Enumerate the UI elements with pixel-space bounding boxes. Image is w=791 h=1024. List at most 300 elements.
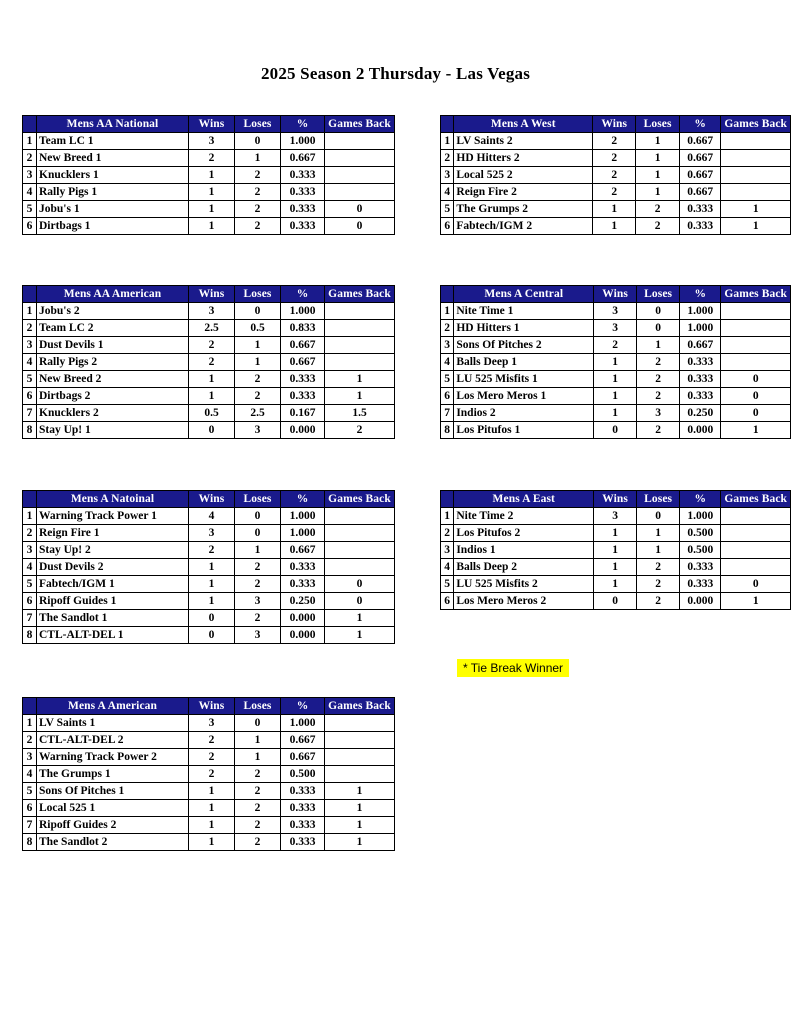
- row-rank: 3: [441, 542, 454, 559]
- row-loses: 2: [235, 783, 281, 800]
- row-games-back: 1: [325, 783, 395, 800]
- table-row: [441, 201, 791, 218]
- row-loses: 1: [235, 150, 281, 167]
- row-pct: 0.000: [680, 593, 721, 610]
- row-loses: 1: [636, 184, 680, 201]
- table-row: [441, 508, 791, 525]
- row-games-back: 0: [325, 201, 395, 218]
- row-pct: 0.333: [679, 201, 721, 218]
- row-wins: 2: [594, 337, 637, 354]
- row-loses: 2: [235, 834, 281, 851]
- row-loses: 1: [636, 133, 680, 150]
- table-row: [23, 559, 395, 576]
- table-row: [23, 422, 395, 439]
- header-games-back: Games Back: [721, 286, 791, 303]
- row-pct: 0.667: [679, 184, 721, 201]
- row-loses: 2: [235, 218, 281, 235]
- row-games-back: [721, 150, 791, 167]
- row-rank: 1: [23, 715, 37, 732]
- row-wins: 2: [593, 167, 636, 184]
- table-row: [441, 525, 791, 542]
- table-row: [23, 201, 395, 218]
- table-row: [23, 508, 395, 525]
- table-row: [441, 354, 791, 371]
- row-team: The Sandlot 1: [37, 610, 189, 627]
- row-pct: 0.333: [680, 388, 721, 405]
- row-loses: 0.5: [235, 320, 281, 337]
- row-team: Los Pitufos 1: [454, 422, 594, 439]
- row-pct: 0.667: [281, 337, 325, 354]
- row-loses: 0: [637, 320, 680, 337]
- row-team: Los Pitufos 2: [454, 525, 594, 542]
- row-rank: 1: [23, 508, 37, 525]
- row-pct: 0.333: [281, 218, 325, 235]
- row-loses: 0: [235, 508, 281, 525]
- header-: %: [680, 491, 721, 508]
- row-wins: 1: [189, 817, 235, 834]
- row-games-back: 0: [721, 405, 791, 422]
- row-rank: 6: [23, 218, 37, 235]
- row-pct: 1.000: [680, 508, 721, 525]
- header-loses: Loses: [235, 116, 281, 133]
- table-row: [23, 150, 395, 167]
- row-loses: 3: [235, 627, 281, 644]
- row-wins: 1: [594, 542, 637, 559]
- header-rank: [23, 116, 37, 133]
- row-loses: 1: [636, 167, 680, 184]
- row-team: Local 525 1: [37, 800, 189, 817]
- row-rank: 3: [23, 167, 37, 184]
- row-team: Nite Time 2: [454, 508, 594, 525]
- row-pct: 0.667: [281, 354, 325, 371]
- row-games-back: [325, 150, 395, 167]
- row-team: New Breed 1: [37, 150, 189, 167]
- table-row: [23, 320, 395, 337]
- table-row: [441, 559, 791, 576]
- row-loses: 1: [235, 542, 281, 559]
- row-games-back: 1: [325, 627, 395, 644]
- row-rank: 6: [441, 593, 454, 610]
- division-title: Mens AA American: [37, 286, 189, 303]
- row-pct: 0.333: [281, 388, 325, 405]
- row-wins: 2: [189, 150, 235, 167]
- table-row: [441, 303, 791, 320]
- table-header-row: [23, 116, 395, 133]
- row-team: Balls Deep 2: [454, 559, 594, 576]
- row-rank: 1: [23, 303, 37, 320]
- row-loses: 2: [235, 610, 281, 627]
- row-team: CTL-ALT-DEL 1: [37, 627, 189, 644]
- header-: %: [281, 491, 325, 508]
- division-title: Mens A Natoinal: [37, 491, 189, 508]
- row-loses: 2: [637, 559, 680, 576]
- row-rank: 7: [23, 610, 37, 627]
- row-wins: 1: [189, 593, 235, 610]
- row-loses: 0: [637, 303, 680, 320]
- division-title: Mens A East: [454, 491, 594, 508]
- row-rank: 5: [23, 201, 37, 218]
- standings-table: [440, 285, 791, 439]
- row-pct: 0.333: [281, 800, 325, 817]
- row-pct: 1.000: [680, 320, 721, 337]
- row-team: Dirtbags 1: [37, 218, 189, 235]
- row-wins: 2: [189, 542, 235, 559]
- row-loses: 2: [637, 388, 680, 405]
- row-rank: 3: [23, 337, 37, 354]
- row-rank: 2: [441, 525, 454, 542]
- row-team: Team LC 1: [37, 133, 189, 150]
- row-wins: 1: [189, 559, 235, 576]
- row-games-back: [721, 354, 791, 371]
- row-rank: 1: [441, 303, 454, 320]
- row-loses: 2: [637, 422, 680, 439]
- row-games-back: [325, 133, 395, 150]
- row-loses: 0: [235, 303, 281, 320]
- row-games-back: 0: [721, 371, 791, 388]
- header-wins: Wins: [593, 116, 636, 133]
- table-header-row: [441, 116, 791, 133]
- row-team: New Breed 2: [37, 371, 189, 388]
- header-loses: Loses: [235, 286, 281, 303]
- header-wins: Wins: [189, 491, 235, 508]
- row-rank: 4: [23, 184, 37, 201]
- row-pct: 0.667: [679, 167, 721, 184]
- row-team: Stay Up! 2: [37, 542, 189, 559]
- row-pct: 0.250: [281, 593, 325, 610]
- table-row: [23, 218, 395, 235]
- row-loses: 3: [235, 422, 281, 439]
- row-pct: 1.000: [680, 303, 721, 320]
- row-pct: 0.667: [679, 133, 721, 150]
- division-title: Mens A West: [454, 116, 593, 133]
- row-team: Knucklers 1: [37, 167, 189, 184]
- header-: %: [281, 116, 325, 133]
- table-row: [441, 150, 791, 167]
- table-header-row: [23, 698, 395, 715]
- row-rank: 3: [23, 542, 37, 559]
- row-team: Rally Pigs 1: [37, 184, 189, 201]
- row-games-back: 0: [325, 576, 395, 593]
- header-rank: [23, 491, 37, 508]
- table-row: [441, 542, 791, 559]
- row-games-back: [325, 542, 395, 559]
- row-rank: 2: [23, 732, 37, 749]
- row-loses: 2: [235, 201, 281, 218]
- row-wins: 1: [189, 783, 235, 800]
- row-rank: 3: [441, 167, 454, 184]
- row-wins: 4: [189, 508, 235, 525]
- row-wins: 3: [189, 133, 235, 150]
- row-pct: 0.333: [680, 559, 721, 576]
- row-games-back: [325, 337, 395, 354]
- row-wins: 1: [594, 405, 637, 422]
- row-pct: 0.333: [281, 783, 325, 800]
- row-loses: 2: [235, 559, 281, 576]
- row-games-back: [325, 167, 395, 184]
- row-pct: 1.000: [281, 133, 325, 150]
- row-games-back: [325, 320, 395, 337]
- row-rank: 4: [23, 766, 37, 783]
- table-row: [23, 783, 395, 800]
- row-games-back: 0: [721, 388, 791, 405]
- row-team: LV Saints 2: [454, 133, 593, 150]
- standings-table-mens-a-east: [440, 490, 791, 610]
- row-games-back: [325, 303, 395, 320]
- row-wins: 2: [593, 133, 636, 150]
- row-games-back: 1: [721, 201, 791, 218]
- row-games-back: 0: [325, 593, 395, 610]
- row-rank: 5: [441, 576, 454, 593]
- row-loses: 0: [235, 715, 281, 732]
- row-pct: 0.333: [281, 817, 325, 834]
- row-games-back: [721, 320, 791, 337]
- table-row: [441, 184, 791, 201]
- row-wins: 1: [594, 371, 637, 388]
- division-title: Mens A Central: [454, 286, 594, 303]
- row-loses: 0: [235, 525, 281, 542]
- table-row: [441, 388, 791, 405]
- header-: %: [281, 698, 325, 715]
- row-wins: 3: [594, 320, 637, 337]
- header-games-back: Games Back: [721, 491, 791, 508]
- standings-table-mens-a-american: [22, 697, 395, 851]
- row-pct: 0.333: [281, 201, 325, 218]
- table-row: [441, 422, 791, 439]
- row-pct: 0.000: [680, 422, 721, 439]
- table-row: [23, 167, 395, 184]
- row-loses: 2: [235, 167, 281, 184]
- row-games-back: 1: [721, 218, 791, 235]
- row-rank: 5: [441, 371, 454, 388]
- table-header-row: [23, 286, 395, 303]
- table-row: [23, 749, 395, 766]
- standings-table: [440, 115, 791, 235]
- header-rank: [23, 698, 37, 715]
- header-wins: Wins: [189, 698, 235, 715]
- row-games-back: 1: [325, 817, 395, 834]
- row-wins: 1: [189, 201, 235, 218]
- row-rank: 1: [23, 133, 37, 150]
- row-wins: 1: [594, 525, 637, 542]
- header-rank: [23, 286, 37, 303]
- row-wins: 0: [594, 593, 637, 610]
- row-wins: 1: [594, 559, 637, 576]
- row-pct: 0.333: [679, 218, 721, 235]
- row-wins: 3: [189, 715, 235, 732]
- row-games-back: [721, 167, 791, 184]
- table-row: [441, 576, 791, 593]
- row-loses: 2: [235, 766, 281, 783]
- row-team: Ripoff Guides 2: [37, 817, 189, 834]
- row-rank: 7: [23, 817, 37, 834]
- row-games-back: 1: [721, 422, 791, 439]
- row-rank: 8: [23, 627, 37, 644]
- row-games-back: 1: [325, 610, 395, 627]
- row-games-back: [325, 749, 395, 766]
- row-wins: 3: [189, 525, 235, 542]
- row-pct: 0.333: [281, 167, 325, 184]
- header-loses: Loses: [235, 491, 281, 508]
- row-wins: 1: [189, 800, 235, 817]
- header-rank: [441, 116, 454, 133]
- standings-table-mens-aa-american: [22, 285, 395, 439]
- header-: %: [679, 116, 721, 133]
- standings-table: [22, 490, 395, 644]
- table-header-row: [23, 491, 395, 508]
- row-rank: 6: [23, 800, 37, 817]
- row-loses: 3: [637, 405, 680, 422]
- row-pct: 0.333: [281, 559, 325, 576]
- row-wins: 0: [594, 422, 637, 439]
- row-team: HD Hitters 1: [454, 320, 594, 337]
- row-pct: 0.333: [680, 576, 721, 593]
- row-rank: 2: [441, 150, 454, 167]
- row-pct: 0.333: [680, 371, 721, 388]
- row-games-back: 1: [325, 371, 395, 388]
- row-wins: 0: [189, 610, 235, 627]
- row-games-back: 1: [721, 593, 791, 610]
- row-pct: 0.667: [281, 749, 325, 766]
- row-loses: 2: [636, 218, 680, 235]
- row-pct: 0.667: [281, 542, 325, 559]
- row-team: Reign Fire 2: [454, 184, 593, 201]
- table-row: [23, 542, 395, 559]
- row-wins: 1: [594, 388, 637, 405]
- table-row: [23, 593, 395, 610]
- row-wins: 3: [189, 303, 235, 320]
- row-loses: 1: [636, 150, 680, 167]
- row-rank: 8: [23, 422, 37, 439]
- standings-table: [22, 697, 395, 851]
- table-header-row: [441, 491, 791, 508]
- header-: %: [281, 286, 325, 303]
- header-loses: Loses: [636, 116, 680, 133]
- row-wins: 0: [189, 422, 235, 439]
- row-loses: 1: [235, 337, 281, 354]
- row-rank: 6: [441, 388, 454, 405]
- row-games-back: [325, 559, 395, 576]
- row-team: Jobu's 1: [37, 201, 189, 218]
- row-pct: 1.000: [281, 525, 325, 542]
- row-pct: 0.500: [680, 542, 721, 559]
- row-team: Warning Track Power 1: [37, 508, 189, 525]
- row-loses: 1: [637, 542, 680, 559]
- table-row: [23, 766, 395, 783]
- row-rank: 4: [441, 354, 454, 371]
- row-wins: 1: [189, 218, 235, 235]
- row-loses: 2: [637, 576, 680, 593]
- row-loses: 1: [235, 732, 281, 749]
- row-rank: 4: [23, 354, 37, 371]
- table-row: [23, 337, 395, 354]
- header-games-back: Games Back: [721, 116, 791, 133]
- table-row: [441, 167, 791, 184]
- row-rank: 6: [441, 218, 454, 235]
- row-pct: 1.000: [281, 303, 325, 320]
- table-row: [441, 133, 791, 150]
- row-team: Los Mero Meros 1: [454, 388, 594, 405]
- row-wins: 1: [189, 184, 235, 201]
- row-team: Jobu's 2: [37, 303, 189, 320]
- row-wins: 2: [189, 766, 235, 783]
- row-loses: 1: [235, 749, 281, 766]
- row-rank: 6: [23, 388, 37, 405]
- table-row: [23, 388, 395, 405]
- row-games-back: [721, 184, 791, 201]
- row-team: Sons Of Pitches 1: [37, 783, 189, 800]
- row-pct: 0.333: [281, 371, 325, 388]
- row-loses: 1: [235, 354, 281, 371]
- row-wins: 0: [189, 627, 235, 644]
- header-games-back: Games Back: [325, 698, 395, 715]
- page-title: 2025 Season 2 Thursday - Las Vegas: [260, 64, 531, 83]
- standings-table-mens-a-central: [440, 285, 791, 439]
- row-wins: 2: [189, 337, 235, 354]
- standings-table-mens-a-west: [440, 115, 791, 235]
- row-loses: 2: [235, 800, 281, 817]
- row-rank: 1: [441, 508, 454, 525]
- row-wins: 3: [594, 303, 637, 320]
- table-row: [23, 817, 395, 834]
- row-games-back: 2: [325, 422, 395, 439]
- header-games-back: Games Back: [325, 116, 395, 133]
- row-pct: 0.667: [281, 732, 325, 749]
- row-wins: 1: [189, 834, 235, 851]
- row-loses: 2.5: [235, 405, 281, 422]
- row-rank: 5: [23, 783, 37, 800]
- row-team: HD Hitters 2: [454, 150, 593, 167]
- row-games-back: [325, 525, 395, 542]
- header-wins: Wins: [189, 116, 235, 133]
- row-rank: 4: [23, 559, 37, 576]
- row-team: Local 525 2: [454, 167, 593, 184]
- row-team: Stay Up! 1: [37, 422, 189, 439]
- row-games-back: [325, 715, 395, 732]
- header-loses: Loses: [637, 286, 680, 303]
- row-games-back: [721, 133, 791, 150]
- row-team: Fabtech/IGM 1: [37, 576, 189, 593]
- table-row: [441, 337, 791, 354]
- table-row: [441, 593, 791, 610]
- row-games-back: 1.5: [325, 405, 395, 422]
- row-pct: 0.000: [281, 422, 325, 439]
- row-pct: 1.000: [281, 715, 325, 732]
- row-pct: 0.833: [281, 320, 325, 337]
- row-wins: 1: [594, 576, 637, 593]
- row-games-back: 1: [325, 388, 395, 405]
- row-wins: 1: [189, 576, 235, 593]
- row-wins: 2: [593, 150, 636, 167]
- row-wins: 0.5: [189, 405, 235, 422]
- row-games-back: [721, 303, 791, 320]
- header-wins: Wins: [594, 286, 637, 303]
- row-team: Dust Devils 2: [37, 559, 189, 576]
- row-pct: 0.000: [281, 610, 325, 627]
- row-games-back: [325, 732, 395, 749]
- row-pct: 0.500: [680, 525, 721, 542]
- row-rank: 3: [441, 337, 454, 354]
- standings-table: [22, 285, 395, 439]
- row-loses: 2: [637, 371, 680, 388]
- row-pct: 0.500: [281, 766, 325, 783]
- row-games-back: 0: [325, 218, 395, 235]
- row-rank: 3: [23, 749, 37, 766]
- row-loses: 2: [235, 576, 281, 593]
- row-team: LU 525 Misfits 2: [454, 576, 594, 593]
- header-games-back: Games Back: [325, 286, 395, 303]
- table-row: [23, 715, 395, 732]
- row-wins: 1: [189, 167, 235, 184]
